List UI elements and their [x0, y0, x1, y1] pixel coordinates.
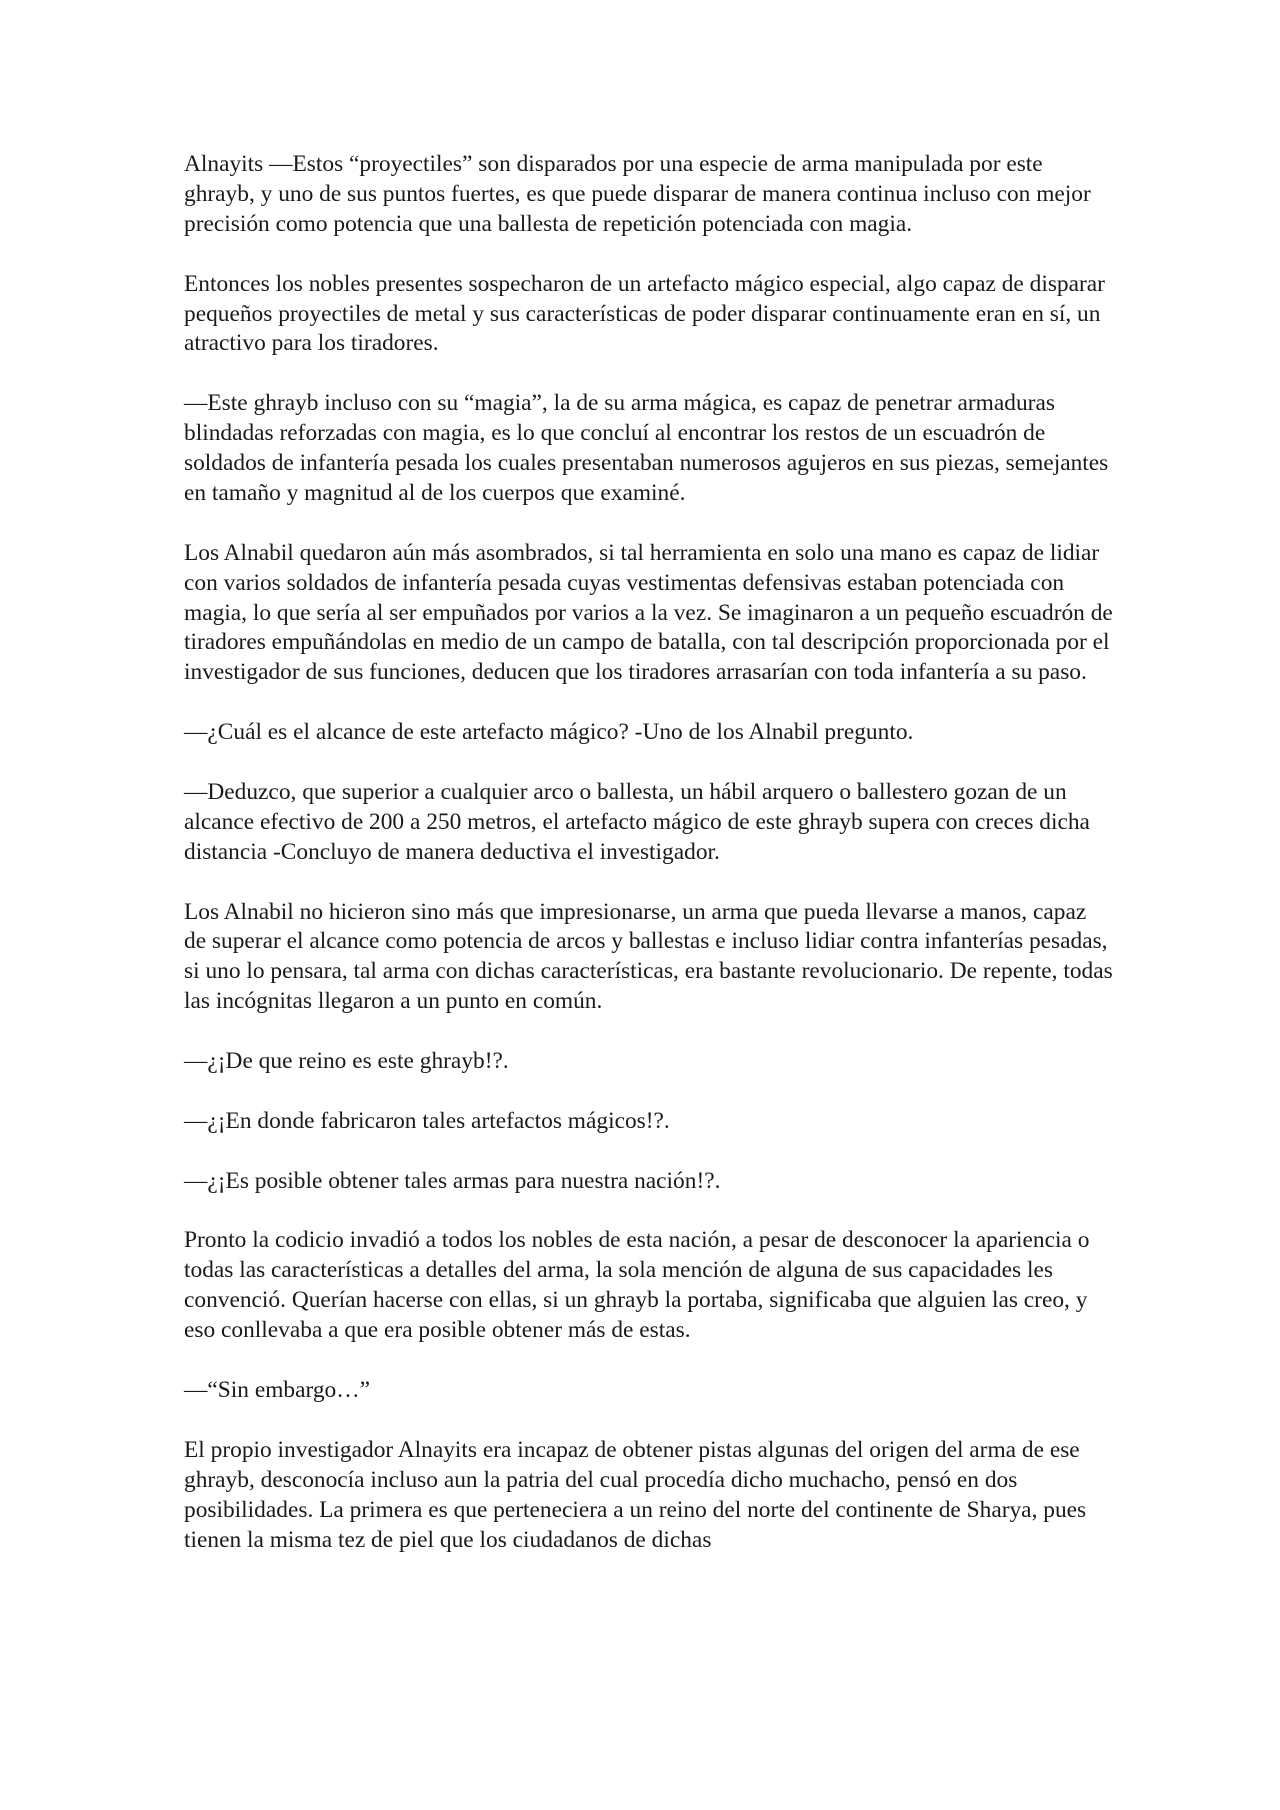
paragraph: Los Alnabil quedaron aún más asombrados, si tal herramienta en solo una mano es capaz de lidiar con varios soldados de infantería pesada cuyas vestimentas defensivas estaban potenciada con magia, lo que sería al ser empuñados por varios a la vez. Se imaginaron a un pequeño escuadrón de tiradores empuñándolas en medio de un campo de batalla, con tal descripción proporcionada por el investigador de sus funciones, deducen que los tiradores arrasarían con toda infantería a su paso.: [184, 539, 1113, 686]
paragraph: Alnayits —Estos “proyectiles” son disparados por una especie de arma manipulada por este ghrayb, y uno de sus puntos fuertes, es que puede disparar de manera continua incluso con mejor precisión como potencia que una ballesta de repetición potenciada con magia.: [184, 151, 1091, 237]
dialogue-line: —¿¡En donde fabricaron tales artefactos mágicos!?.: [184, 1107, 670, 1134]
dialogue-line: —“Sin embargo…”: [184, 1376, 371, 1403]
dialogue-line: —¿¡Es posible obtener tales armas para nuestra nación!?.: [184, 1167, 721, 1194]
dialogue-line: —¿Cuál es el alcance de este artefacto mágico? -Uno de los Alnabil pregunto.: [184, 719, 914, 746]
paragraph: Entonces los nobles presentes sospecharon de un artefacto mágico especial, algo capaz de disparar pequeños proyectiles de metal y sus características de poder disparar continuamente eran en sí, un atractivo para los tiradores.: [184, 270, 1105, 357]
paragraph: —Este ghrayb incluso con su “magia”, la de su arma mágica, es capaz de penetrar armaduras blindadas reforzadas con magia, es lo que concluí al encontrar los restos de un escuadrón de soldados de infantería pesada los cuales presentaban numerosos agujeros en sus piezas, semejantes en tamaño y magnitud al de los cuerpos que examiné.: [184, 390, 1109, 506]
dialogue-line: —¿¡De que reino es este ghrayb!?.: [184, 1048, 509, 1075]
paragraph: Los Alnabil no hicieron sino más que impresionarse, un arma que pueda llevarse a manos, capaz de superar el alcance como potencia de arcos y ballestas e incluso lidiar contra infanterías pesadas, si uno lo pensara, tal arma con dichas características, era bastante revolucionario. De repente, todas las incógnitas llegaron a un punto en común.: [184, 898, 1113, 1015]
dialogue-line: —Deduzco, que superior a cualquier arco o ballesta, un hábil arquero o ballestero gozan de un alcance efectivo de 200 a 250 metros, el artefacto mágico de este ghrayb supera con creces dicha distancia -Concluyo de manera deductiva el investigador.: [184, 778, 1090, 865]
paragraph: Pronto la codicio invadió a todos los nobles de esta nación, a pesar de desconocer la apariencia o todas las características a detalles del arma, la sola mención de alguna de sus capacidades les convenció. Querían hacerse con ellas, si un ghrayb la portaba, significaba que alguien las creo, y eso conllevaba a que era posible obtener más de estas.: [184, 1227, 1090, 1344]
document-body: [184, 150, 1114, 1585]
paragraph: El propio investigador Alnayits era incapaz de obtener pistas algunas del origen del arma de ese ghrayb, desconocía incluso aun la patria del cual procedía dicho muchacho, pensó en dos posibilidades. La primera es que perteneciera a un reino del norte del continente de Sharya, pues tienen la misma tez de piel que los ciudadanos de dichas: [184, 1436, 1087, 1553]
